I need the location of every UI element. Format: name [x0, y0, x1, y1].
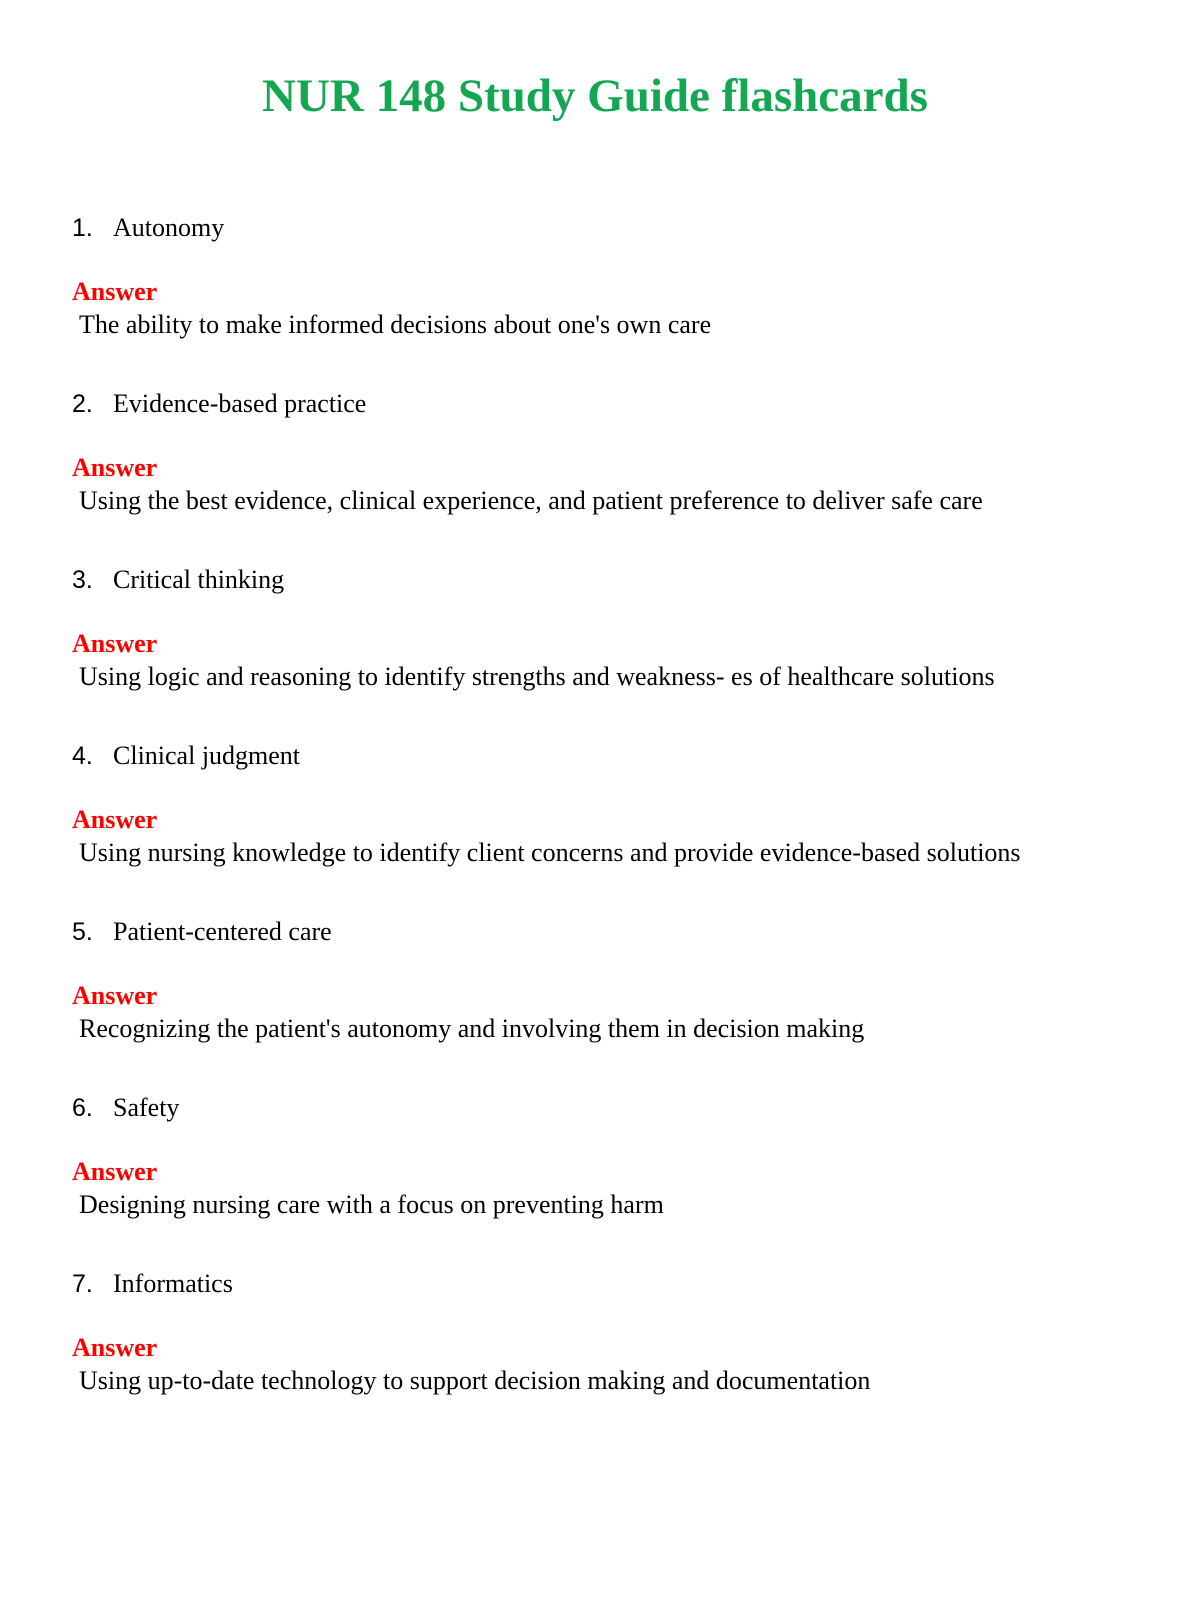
question-text: Informatics: [113, 1269, 233, 1298]
flashcard-list: [0, 211, 1190, 1397]
flashcard-item: [72, 739, 1130, 869]
answer-label: Answer: [72, 629, 158, 658]
question-line: [72, 387, 1130, 421]
question-number: 3.: [72, 566, 93, 594]
question-number: 4.: [72, 742, 93, 770]
question-text: Patient-centered care: [113, 917, 332, 946]
question-text: Autonomy: [113, 213, 225, 242]
question-text: Critical thinking: [113, 565, 285, 594]
page-title: NUR 148 Study Guide flashcards: [262, 70, 928, 122]
flashcard-item: [72, 211, 1130, 341]
question-line: [72, 563, 1130, 597]
question-line: [72, 739, 1130, 773]
answer-label: Answer: [72, 805, 158, 834]
question-line: [72, 915, 1130, 949]
flashcard-item: [72, 387, 1130, 517]
flashcard-item: [72, 915, 1130, 1045]
answer-text: Designing nursing care with a focus on preventing harm: [79, 1190, 664, 1219]
answer-label: Answer: [72, 1157, 158, 1186]
question-text: Safety: [113, 1093, 180, 1122]
question-line: [72, 1267, 1130, 1301]
answer-label: Answer: [72, 981, 158, 1010]
question-line: [72, 1091, 1130, 1125]
answer-text: The ability to make informed decisions about one's own care: [79, 310, 712, 339]
flashcard-item: [72, 1091, 1130, 1221]
document-page: [0, 70, 1190, 1610]
answer-label: Answer: [72, 1333, 158, 1362]
answer-text: Using logic and reasoning to identify strengths and weakness- es of healthcare solutions: [79, 662, 995, 691]
answer-text: Using up-to-date technology to support decision making and documentation: [79, 1366, 871, 1395]
question-line: [72, 211, 1130, 245]
answer-text: Recognizing the patient's autonomy and involving them in decision making: [79, 1014, 865, 1043]
answer-text: Using the best evidence, clinical experience, and patient preference to deliver safe care: [79, 486, 983, 515]
question-number: 6.: [72, 1094, 93, 1122]
flashcard-item: [72, 563, 1130, 693]
question-number: 5.: [72, 918, 93, 946]
flashcard-item: [72, 1267, 1130, 1397]
question-number: 1.: [72, 214, 93, 242]
answer-label: Answer: [72, 277, 158, 306]
question-number: 7.: [72, 1270, 93, 1298]
answer-label: Answer: [72, 453, 158, 482]
question-text: Evidence-based practice: [113, 389, 367, 418]
answer-text: Using nursing knowledge to identify client concerns and provide evidence-based solutions: [79, 838, 1021, 867]
question-number: 2.: [72, 390, 93, 418]
question-text: Clinical judgment: [113, 741, 301, 770]
